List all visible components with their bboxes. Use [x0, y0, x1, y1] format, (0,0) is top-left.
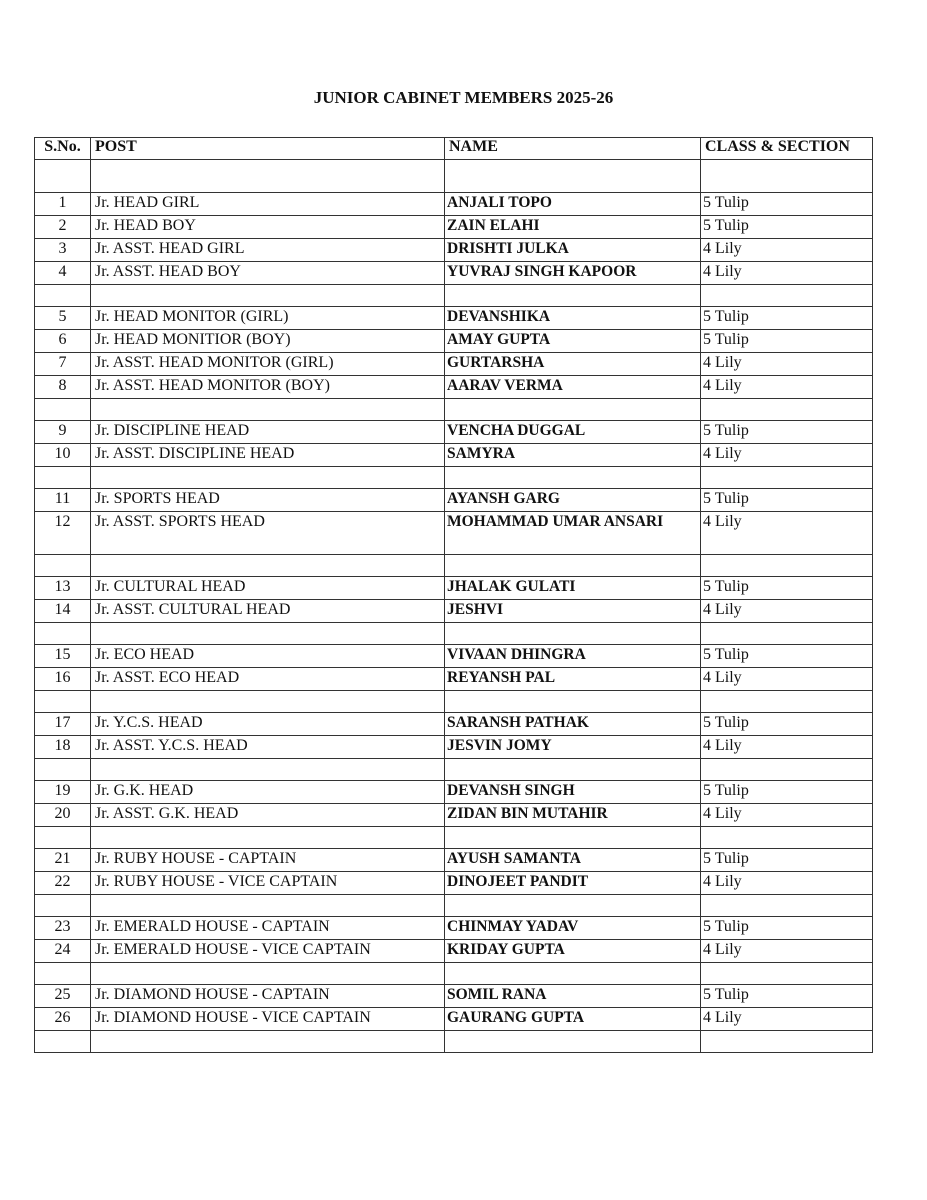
table-row [35, 804, 873, 827]
empty-cell [701, 467, 873, 489]
empty-cell [701, 895, 873, 917]
cell-name: VIVAAN DHINGRA [445, 645, 701, 668]
table-row [35, 353, 873, 376]
empty-cell [445, 623, 701, 645]
cell-sno: 25 [35, 985, 91, 1008]
cell-name: DRISHTI JULKA [445, 239, 701, 262]
table-row [35, 985, 873, 1008]
table-row [35, 1008, 873, 1031]
cell-sno: 13 [35, 577, 91, 600]
cell-name: AYANSH GARG [445, 489, 701, 512]
cell-name: KRIDAY GUPTA [445, 940, 701, 963]
empty-cell [35, 759, 91, 781]
cell-sno: 17 [35, 713, 91, 736]
cell-name: SAMYRA [445, 444, 701, 467]
cell-post: Jr. DIAMOND HOUSE - VICE CAPTAIN [91, 1008, 445, 1031]
empty-cell [91, 759, 445, 781]
cell-name: ZAIN ELAHI [445, 216, 701, 239]
cell-name: SARANSH PATHAK [445, 713, 701, 736]
blank-row [35, 160, 873, 193]
cell-name: AYUSH SAMANTA [445, 849, 701, 872]
empty-cell [35, 827, 91, 849]
table-row [35, 216, 873, 239]
cell-sno: 7 [35, 353, 91, 376]
empty-cell [91, 963, 445, 985]
table-body [35, 160, 873, 1053]
cabinet-members-table [34, 137, 873, 1053]
cell-sno: 1 [35, 193, 91, 216]
table-row [35, 330, 873, 353]
blank-row [35, 623, 873, 645]
header-class: CLASS & SECTION [701, 138, 873, 160]
empty-cell [35, 895, 91, 917]
cell-class: 5 Tulip [701, 985, 873, 1008]
cell-post: Jr. ASST. HEAD GIRL [91, 239, 445, 262]
header-name: NAME [445, 138, 701, 160]
cell-post: Jr. EMERALD HOUSE - VICE CAPTAIN [91, 940, 445, 963]
table-row [35, 193, 873, 216]
table-row [35, 489, 873, 512]
empty-cell [91, 827, 445, 849]
cell-post: Jr. ASST. SPORTS HEAD [91, 512, 445, 555]
empty-cell [91, 399, 445, 421]
empty-cell [91, 1031, 445, 1053]
table-row [35, 713, 873, 736]
cell-post: Jr. HEAD MONITIOR (BOY) [91, 330, 445, 353]
table-row [35, 307, 873, 330]
cell-sno: 12 [35, 512, 91, 555]
empty-cell [35, 691, 91, 713]
cell-class: 5 Tulip [701, 713, 873, 736]
empty-cell [701, 160, 873, 193]
empty-cell [445, 827, 701, 849]
cell-name: JESHVI [445, 600, 701, 623]
empty-cell [701, 827, 873, 849]
empty-cell [91, 555, 445, 577]
blank-row [35, 399, 873, 421]
cell-name: JESVIN JOMY [445, 736, 701, 759]
table-row [35, 444, 873, 467]
cell-class: 4 Lily [701, 444, 873, 467]
cell-class: 5 Tulip [701, 307, 873, 330]
table-row [35, 376, 873, 399]
table-row [35, 872, 873, 895]
cell-name: MOHAMMAD UMAR ANSARI [445, 512, 701, 555]
table-row [35, 262, 873, 285]
cell-name: DINOJEET PANDIT [445, 872, 701, 895]
table-row [35, 849, 873, 872]
empty-cell [701, 623, 873, 645]
table-row [35, 940, 873, 963]
cell-post: Jr. EMERALD HOUSE - CAPTAIN [91, 917, 445, 940]
cell-class: 4 Lily [701, 668, 873, 691]
table-row [35, 600, 873, 623]
cell-post: Jr. ASST. HEAD MONITOR (GIRL) [91, 353, 445, 376]
cell-sno: 11 [35, 489, 91, 512]
blank-row [35, 963, 873, 985]
cell-name: JHALAK GULATI [445, 577, 701, 600]
cell-post: Jr. RUBY HOUSE - VICE CAPTAIN [91, 872, 445, 895]
blank-row [35, 1031, 873, 1053]
cell-name: VENCHA DUGGAL [445, 421, 701, 444]
empty-cell [35, 467, 91, 489]
cell-post: Jr. ASST. Y.C.S. HEAD [91, 736, 445, 759]
empty-cell [445, 399, 701, 421]
cell-name: REYANSH PAL [445, 668, 701, 691]
cell-class: 5 Tulip [701, 330, 873, 353]
cell-sno: 10 [35, 444, 91, 467]
cell-sno: 6 [35, 330, 91, 353]
cell-sno: 18 [35, 736, 91, 759]
cell-name: GAURANG GUPTA [445, 1008, 701, 1031]
blank-row [35, 827, 873, 849]
cell-name: AMAY GUPTA [445, 330, 701, 353]
cell-post: Jr. HEAD MONITOR (GIRL) [91, 307, 445, 330]
cell-post: Jr. ASST. HEAD BOY [91, 262, 445, 285]
empty-cell [445, 691, 701, 713]
empty-cell [701, 1031, 873, 1053]
cell-name: AARAV VERMA [445, 376, 701, 399]
cell-post: Jr. CULTURAL HEAD [91, 577, 445, 600]
cell-name: CHINMAY YADAV [445, 917, 701, 940]
cell-class: 4 Lily [701, 804, 873, 827]
cell-class: 4 Lily [701, 512, 873, 555]
empty-cell [35, 963, 91, 985]
cell-class: 4 Lily [701, 239, 873, 262]
table-row [35, 781, 873, 804]
cell-sno: 22 [35, 872, 91, 895]
empty-cell [91, 895, 445, 917]
cell-sno: 14 [35, 600, 91, 623]
empty-cell [445, 895, 701, 917]
cell-name: DEVANSH SINGH [445, 781, 701, 804]
cell-class: 4 Lily [701, 262, 873, 285]
cell-post: Jr. G.K. HEAD [91, 781, 445, 804]
cell-class: 5 Tulip [701, 489, 873, 512]
cell-name: YUVRAJ SINGH KAPOOR [445, 262, 701, 285]
cell-class: 4 Lily [701, 940, 873, 963]
table-row [35, 917, 873, 940]
cell-class: 5 Tulip [701, 917, 873, 940]
table-row [35, 512, 873, 555]
cell-post: Jr. ASST. DISCIPLINE HEAD [91, 444, 445, 467]
document-title: JUNIOR CABINET MEMBERS 2025-26 [313, 88, 614, 107]
empty-cell [91, 160, 445, 193]
cell-class: 5 Tulip [701, 216, 873, 239]
empty-cell [701, 963, 873, 985]
cell-post: Jr. HEAD GIRL [91, 193, 445, 216]
cell-sno: 9 [35, 421, 91, 444]
cell-sno: 8 [35, 376, 91, 399]
cell-post: Jr. DIAMOND HOUSE - CAPTAIN [91, 985, 445, 1008]
table-header-row [35, 138, 873, 160]
cell-sno: 26 [35, 1008, 91, 1031]
cell-class: 4 Lily [701, 1008, 873, 1031]
cell-class: 5 Tulip [701, 781, 873, 804]
table-row [35, 577, 873, 600]
header-post: POST [91, 138, 445, 160]
empty-cell [91, 623, 445, 645]
empty-cell [445, 963, 701, 985]
cell-name: DEVANSHIKA [445, 307, 701, 330]
cell-post: Jr. ECO HEAD [91, 645, 445, 668]
cell-class: 5 Tulip [701, 577, 873, 600]
cell-sno: 5 [35, 307, 91, 330]
cell-sno: 24 [35, 940, 91, 963]
empty-cell [35, 285, 91, 307]
cell-class: 5 Tulip [701, 421, 873, 444]
table-row [35, 736, 873, 759]
table-row [35, 645, 873, 668]
blank-row [35, 285, 873, 307]
empty-cell [445, 467, 701, 489]
cell-name: SOMIL RANA [445, 985, 701, 1008]
cell-post: Jr. ASST. CULTURAL HEAD [91, 600, 445, 623]
cell-sno: 3 [35, 239, 91, 262]
empty-cell [701, 555, 873, 577]
empty-cell [91, 467, 445, 489]
cell-post: Jr. ASST. G.K. HEAD [91, 804, 445, 827]
blank-row [35, 895, 873, 917]
cell-class: 4 Lily [701, 353, 873, 376]
blank-row [35, 759, 873, 781]
empty-cell [445, 555, 701, 577]
cell-sno: 4 [35, 262, 91, 285]
cell-sno: 15 [35, 645, 91, 668]
cell-sno: 23 [35, 917, 91, 940]
cell-class: 5 Tulip [701, 645, 873, 668]
cell-post: Jr. SPORTS HEAD [91, 489, 445, 512]
table-row [35, 239, 873, 262]
empty-cell [701, 285, 873, 307]
cell-post: Jr. DISCIPLINE HEAD [91, 421, 445, 444]
blank-row [35, 467, 873, 489]
empty-cell [35, 623, 91, 645]
empty-cell [701, 691, 873, 713]
cell-sno: 16 [35, 668, 91, 691]
empty-cell [35, 160, 91, 193]
empty-cell [701, 399, 873, 421]
cell-name: GURTARSHA [445, 353, 701, 376]
table-row [35, 421, 873, 444]
cell-sno: 2 [35, 216, 91, 239]
header-sno: S.No. [35, 138, 91, 160]
cell-name: ZIDAN BIN MUTAHIR [445, 804, 701, 827]
empty-cell [91, 691, 445, 713]
empty-cell [445, 1031, 701, 1053]
blank-row [35, 691, 873, 713]
cell-class: 4 Lily [701, 872, 873, 895]
empty-cell [445, 759, 701, 781]
cell-post: Jr. RUBY HOUSE - CAPTAIN [91, 849, 445, 872]
cell-class: 4 Lily [701, 376, 873, 399]
empty-cell [35, 555, 91, 577]
cell-sno: 20 [35, 804, 91, 827]
empty-cell [445, 160, 701, 193]
cell-class: 5 Tulip [701, 849, 873, 872]
blank-row [35, 555, 873, 577]
cell-sno: 21 [35, 849, 91, 872]
cell-post: Jr. HEAD BOY [91, 216, 445, 239]
empty-cell [35, 1031, 91, 1053]
cell-class: 4 Lily [701, 736, 873, 759]
cell-name: ANJALI TOPO [445, 193, 701, 216]
cell-post: Jr. ASST. HEAD MONITOR (BOY) [91, 376, 445, 399]
cell-class: 4 Lily [701, 600, 873, 623]
empty-cell [701, 759, 873, 781]
cell-class: 5 Tulip [701, 193, 873, 216]
cell-post: Jr. ASST. ECO HEAD [91, 668, 445, 691]
empty-cell [445, 285, 701, 307]
cell-sno: 19 [35, 781, 91, 804]
empty-cell [35, 399, 91, 421]
table-row [35, 668, 873, 691]
empty-cell [91, 285, 445, 307]
cell-post: Jr. Y.C.S. HEAD [91, 713, 445, 736]
